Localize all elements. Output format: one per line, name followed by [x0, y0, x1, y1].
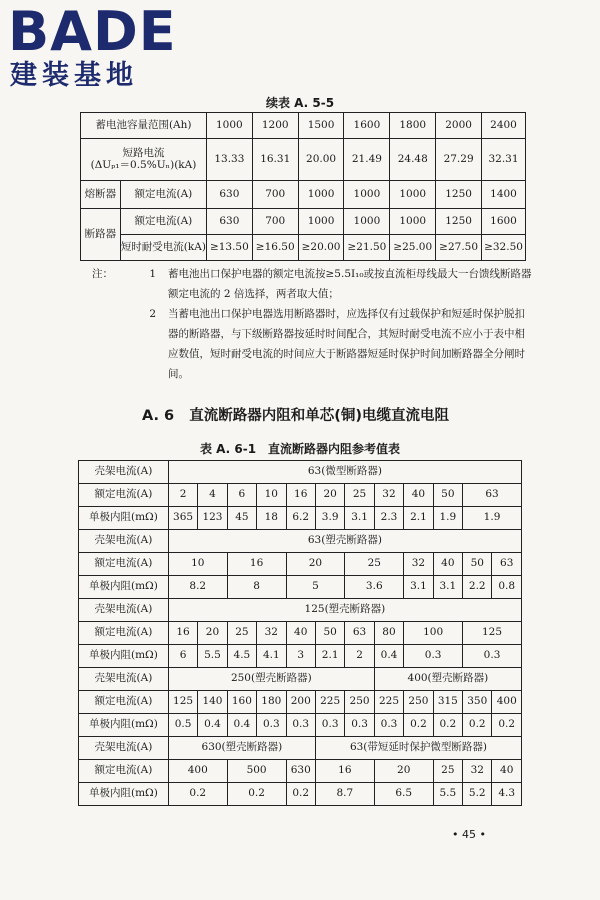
table-cell: 2 — [345, 645, 374, 668]
frame-value: 630(塑壳断路器) — [168, 737, 315, 760]
table-cell: ≥32.50 — [482, 235, 526, 261]
table-cell: 4.1 — [257, 645, 286, 668]
table-cell: 63 — [463, 484, 522, 507]
table-cell: 180 — [257, 691, 286, 714]
table-cell: 20 — [315, 484, 344, 507]
table-cell: 5.2 — [463, 783, 492, 806]
table-cell: 40 — [492, 760, 522, 783]
table-row — [79, 576, 522, 599]
note-number: 2 — [149, 308, 156, 320]
table-cell: 0.3 — [315, 714, 344, 737]
table-cell: ≥27.50 — [436, 235, 482, 261]
table-cell: 40 — [433, 553, 462, 576]
table-cell: 630 — [206, 209, 252, 235]
table-cell: 5 — [286, 576, 345, 599]
table-row — [79, 553, 522, 576]
table-cell: 16 — [168, 622, 197, 645]
note-item — [92, 304, 532, 384]
table-a61-caption: 表 A. 6-1 直流断路器内阻参考值表 — [199, 442, 401, 456]
table-cell: 630 — [286, 760, 315, 783]
row-label: 额定电流(A) — [120, 181, 206, 209]
table-cell: 2.1 — [404, 507, 433, 530]
table-cell: 32 — [404, 553, 433, 576]
table-cell: 3.6 — [345, 576, 404, 599]
table-cell: 50 — [433, 484, 462, 507]
table-row — [79, 599, 522, 622]
table-cell: 123 — [198, 507, 227, 530]
table-cell: 1250 — [436, 209, 482, 235]
table-cell: 0.2 — [286, 783, 315, 806]
table-cell: 5.5 — [198, 645, 227, 668]
table-cell: 24.48 — [390, 139, 436, 181]
table-cell: 0.2 — [227, 783, 286, 806]
table-cell: 16.31 — [252, 139, 298, 181]
logo-mark: BADE — [8, 0, 177, 63]
row-label: 壳架电流(A) — [79, 599, 169, 622]
table-cell: 8.2 — [168, 576, 227, 599]
short-circuit-label-line2: (ΔUₚ₁＝0.5%Uₙ)(kA) — [90, 158, 197, 171]
table-cell: 32 — [257, 622, 286, 645]
table-cell: 32 — [374, 484, 403, 507]
short-circuit-label-line1: 短路电流 — [122, 146, 165, 159]
table-cell: 0.2 — [433, 714, 462, 737]
table-cell: 80 — [374, 622, 403, 645]
table-cell: 225 — [374, 691, 403, 714]
table-cell: 40 — [404, 484, 433, 507]
table-cell: 63 — [492, 553, 522, 576]
table-cell: 1000 — [298, 181, 344, 209]
table-cell: 0.3 — [286, 714, 315, 737]
table-cell: 250 — [404, 691, 433, 714]
table-cell: 6 — [227, 484, 256, 507]
table-cell: 10 — [168, 553, 227, 576]
table-cell: 6.2 — [286, 507, 315, 530]
table-cell: 1500 — [298, 113, 344, 139]
table-cell: 1250 — [436, 181, 482, 209]
table-cell: 2.1 — [315, 645, 344, 668]
table-cell: 4.3 — [492, 783, 522, 806]
table-cell: 2 — [168, 484, 197, 507]
table-row — [81, 209, 526, 235]
note-item — [92, 264, 532, 304]
table-cell: 200 — [286, 691, 315, 714]
note-text: 当蓄电池出口保护电器选用断路器时，应选择仅有过载保护和短延时保护脱扣器的断路器，与下级断路器按延时时间配合，其短时耐受电流不应小于表中相应数值，短时耐受电流的时间应大于断路器短延时保护时间加断路器全分闸时间。 — [168, 308, 525, 380]
table-cell: 25 — [227, 622, 256, 645]
table-cell: 0.3 — [257, 714, 286, 737]
table-cell: 1.9 — [463, 507, 522, 530]
row-label: 单极内阻(mΩ) — [79, 507, 169, 530]
table-cell: 10 — [257, 484, 286, 507]
table-cell: 0.2 — [463, 714, 492, 737]
table-cell: 18 — [257, 507, 286, 530]
row-label: 额定电流(A) — [79, 760, 169, 783]
table-row — [79, 530, 522, 553]
frame-value: 400(塑壳断路器) — [374, 668, 521, 691]
table-cell: 6.5 — [374, 783, 433, 806]
row-label: 额定电流(A) — [79, 484, 169, 507]
table-cell: 0.3 — [404, 645, 463, 668]
table-cell: 250 — [345, 691, 374, 714]
breaker-group-label: 断路器 — [81, 209, 121, 261]
table-row — [79, 760, 522, 783]
frame-value: 250(塑壳断路器) — [168, 668, 374, 691]
table-cell: 3.9 — [315, 507, 344, 530]
section-title: 直流断路器内阻和单芯(铜)电缆直流电阻 — [189, 408, 450, 424]
table-cell: 0.8 — [492, 576, 522, 599]
row-label: 额定电流(A) — [79, 622, 169, 645]
table-cell: 1600 — [344, 113, 390, 139]
table-a55-caption: 续表 A. 5-5 — [265, 96, 335, 110]
table-cell: 1000 — [390, 209, 436, 235]
table-cell: 0.4 — [374, 645, 403, 668]
table-row — [81, 139, 526, 181]
table-row — [81, 181, 526, 209]
table-cell: 2.2 — [463, 576, 492, 599]
row-label: 壳架电流(A) — [79, 737, 169, 760]
table-cell: 400 — [492, 691, 522, 714]
table-row — [81, 113, 526, 139]
table-cell: 3.1 — [433, 576, 462, 599]
section-number: A. 6 — [142, 408, 175, 424]
table-row — [79, 714, 522, 737]
table-cell: 315 — [433, 691, 462, 714]
row-label: 额定电流(A) — [79, 691, 169, 714]
table-cell: 1600 — [482, 209, 526, 235]
table-cell: 16 — [227, 553, 286, 576]
table-cell: 1400 — [482, 181, 526, 209]
table-cell: 16 — [315, 760, 374, 783]
table-row — [79, 737, 522, 760]
table-cell: 50 — [463, 553, 492, 576]
table-cell: ≥13.50 — [206, 235, 252, 261]
row-label: 单极内阻(mΩ) — [79, 783, 169, 806]
table-row — [79, 622, 522, 645]
table-cell: 1800 — [390, 113, 436, 139]
table-cell: 25 — [433, 760, 462, 783]
table-cell: 20 — [198, 622, 227, 645]
frame-value: 63(带短延时保护微型断路器) — [315, 737, 521, 760]
table-cell: 5.5 — [433, 783, 462, 806]
table-cell: 500 — [227, 760, 286, 783]
table-cell: 63 — [345, 622, 374, 645]
table-cell: 1000 — [298, 209, 344, 235]
table-cell: ≥16.50 — [252, 235, 298, 261]
short-circuit-label — [81, 139, 207, 181]
table-cell: 45 — [227, 507, 256, 530]
table-cell: 0.3 — [463, 645, 522, 668]
table-cell: 27.29 — [436, 139, 482, 181]
row-label: 单极内阻(mΩ) — [79, 714, 169, 737]
table-cell: 2.3 — [374, 507, 403, 530]
table-a61 — [78, 460, 522, 806]
table-cell: 1200 — [252, 113, 298, 139]
table-row — [81, 235, 526, 261]
table-cell: 1000 — [206, 113, 252, 139]
note-number: 1 — [149, 268, 156, 280]
note-text: 蓄电池出口保护电器的额定电流按≥5.5I₁₀或按直流柜母线最大一台馈线断路器额定电流的 2 倍选择，两者取大值； — [168, 268, 532, 300]
table-cell: 32.31 — [482, 139, 526, 181]
table-cell: 125 — [463, 622, 522, 645]
table-row — [79, 783, 522, 806]
fuse-group-label: 熔断器 — [81, 181, 121, 209]
logo — [8, 0, 177, 92]
table-cell: 630 — [206, 181, 252, 209]
table-cell: 20.00 — [298, 139, 344, 181]
table-cell: 40 — [286, 622, 315, 645]
frame-value: 63(塑壳断路器) — [168, 530, 521, 553]
row-label: 壳架电流(A) — [79, 668, 169, 691]
table-cell: 225 — [315, 691, 344, 714]
frame-value: 63(微型断路器) — [168, 461, 521, 484]
capacity-label: 蓄电池容量范围(Ah) — [81, 113, 207, 139]
table-cell: 4 — [198, 484, 227, 507]
table-cell: 160 — [227, 691, 256, 714]
table-cell: 1.9 — [433, 507, 462, 530]
table-cell: 700 — [252, 181, 298, 209]
table-cell: 0.4 — [198, 714, 227, 737]
row-label: 短时耐受电流(kA) — [120, 235, 206, 261]
row-label: 单极内阻(mΩ) — [79, 645, 169, 668]
table-row — [79, 461, 522, 484]
table-cell: 1000 — [344, 181, 390, 209]
table-cell: 6 — [168, 645, 197, 668]
row-label: 额定电流(A) — [79, 553, 169, 576]
table-cell: 4.5 — [227, 645, 256, 668]
table-cell: 0.2 — [404, 714, 433, 737]
table-cell: 1000 — [390, 181, 436, 209]
table-cell: 25 — [345, 553, 404, 576]
table-notes — [92, 264, 532, 384]
table-cell: 2000 — [436, 113, 482, 139]
table-row — [79, 691, 522, 714]
table-cell: 3 — [286, 645, 315, 668]
table-row — [79, 668, 522, 691]
row-label: 壳架电流(A) — [79, 461, 169, 484]
row-label: 壳架电流(A) — [79, 530, 169, 553]
table-cell: ≥20.00 — [298, 235, 344, 261]
row-label: 额定电流(A) — [120, 209, 206, 235]
table-cell: 365 — [168, 507, 197, 530]
table-cell: 2400 — [482, 113, 526, 139]
table-cell: ≥25.00 — [390, 235, 436, 261]
table-row — [79, 645, 522, 668]
table-cell: 125 — [168, 691, 197, 714]
table-cell: 21.49 — [344, 139, 390, 181]
table-cell: 3.1 — [345, 507, 374, 530]
row-label: 单极内阻(mΩ) — [79, 576, 169, 599]
table-cell: 25 — [345, 484, 374, 507]
frame-value: 125(塑壳断路器) — [168, 599, 521, 622]
table-cell: 0.2 — [492, 714, 522, 737]
table-cell: 0.3 — [374, 714, 403, 737]
table-cell: 3.1 — [404, 576, 433, 599]
table-cell: 0.5 — [168, 714, 197, 737]
table-cell: 20 — [374, 760, 433, 783]
table-cell: ≥21.50 — [344, 235, 390, 261]
table-cell: 50 — [315, 622, 344, 645]
table-cell: 8 — [227, 576, 286, 599]
table-cell: 700 — [252, 209, 298, 235]
page-number: • 45 • — [452, 828, 486, 841]
table-cell: 350 — [463, 691, 492, 714]
notes-label: 注： — [92, 268, 113, 280]
table-cell: 0.3 — [345, 714, 374, 737]
table-cell: 13.33 — [206, 139, 252, 181]
table-cell: 0.2 — [168, 783, 227, 806]
table-cell: 140 — [198, 691, 227, 714]
table-cell: 8.7 — [315, 783, 374, 806]
section-heading — [142, 404, 449, 425]
table-row — [79, 484, 522, 507]
table-cell: 32 — [463, 760, 492, 783]
table-cell: 1000 — [344, 209, 390, 235]
table-a55 — [80, 112, 526, 261]
table-cell: 400 — [168, 760, 227, 783]
table-row — [79, 507, 522, 530]
logo-subtitle: 建装基地 — [10, 60, 138, 91]
table-cell: 0.4 — [227, 714, 256, 737]
table-cell: 20 — [286, 553, 345, 576]
table-cell: 100 — [404, 622, 463, 645]
table-cell: 16 — [286, 484, 315, 507]
